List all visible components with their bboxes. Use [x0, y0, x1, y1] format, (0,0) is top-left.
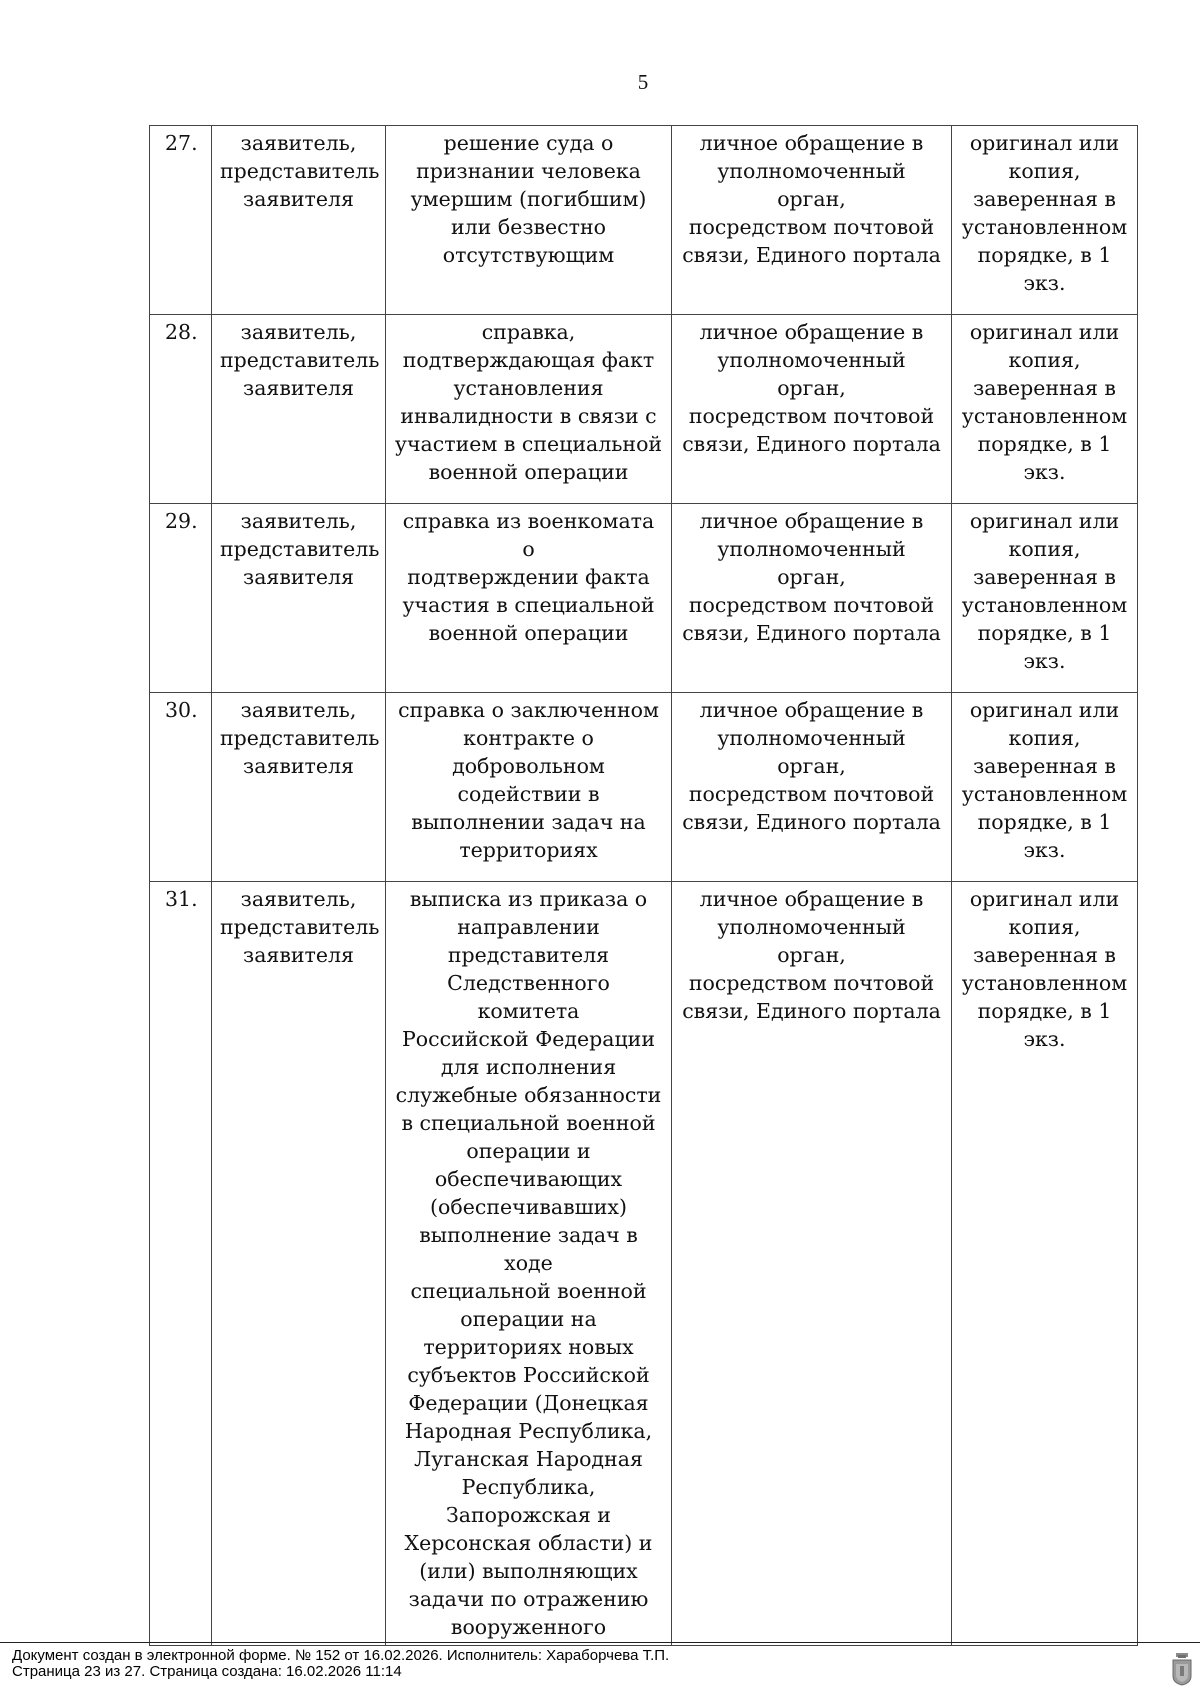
applicant-cell: заявитель, представитель заявителя: [212, 315, 386, 504]
document-form-cell: оригинал или копия, заверенная в установленном порядке, в 1 экз.: [952, 315, 1138, 504]
table-row: [150, 126, 1138, 315]
document-form-cell: оригинал или копия, заверенная в установленном порядке, в 1 экз.: [952, 693, 1138, 882]
document-footer: [12, 1648, 669, 1680]
table-row: [150, 693, 1138, 882]
row-number: 27.: [150, 126, 212, 315]
submission-method-cell: личное обращение в уполномоченный орган, посредством почтовой связи, Единого портала: [672, 504, 952, 693]
applicant-cell: заявитель, представитель заявителя: [212, 882, 386, 1646]
coat-of-arms-icon: [1172, 1652, 1192, 1686]
document-form-cell: оригинал или копия, заверенная в установленном порядке, в 1 экз.: [952, 126, 1138, 315]
applicant-cell: заявитель, представитель заявителя: [212, 126, 386, 315]
document-form-cell: оригинал или копия, заверенная в установленном порядке, в 1 экз.: [952, 882, 1138, 1646]
document-cell: выписка из приказа о направлении представителя Следственного комитета Российской Федерации для исполнения служебные обязанности в специальной военной операции и обеспечивающих (обеспечивавших) выполнение задач в ходе специальной военной операции на территориях новых субъектов Российской Федерации (Донецкая Народная Республика, Луганская Народная Республика, Запорожская и Херсонская области) и (или) выполняющих задачи по отражению вооруженного: [386, 882, 672, 1646]
document-cell: справка из военкомата о подтверждении факта участия в специальной военной операции: [386, 504, 672, 693]
document-cell: справка, подтверждающая факт установления инвалидности в связи с участием в специальной военной операции: [386, 315, 672, 504]
submission-method-cell: личное обращение в уполномоченный орган, посредством почтовой связи, Единого портала: [672, 315, 952, 504]
submission-method-cell: личное обращение в уполномоченный орган, посредством почтовой связи, Единого портала: [672, 882, 952, 1646]
row-number: 31.: [150, 882, 212, 1646]
submission-method-cell: личное обращение в уполномоченный орган, посредством почтовой связи, Единого портала: [672, 693, 952, 882]
applicant-cell: заявитель, представитель заявителя: [212, 693, 386, 882]
document-form-cell: оригинал или копия, заверенная в установленном порядке, в 1 экз.: [952, 504, 1138, 693]
row-number: 30.: [150, 693, 212, 882]
documents-table: [149, 125, 1138, 1646]
row-number: 29.: [150, 504, 212, 693]
table-row: [150, 504, 1138, 693]
table-row: [150, 882, 1138, 1646]
applicant-cell: заявитель, представитель заявителя: [212, 504, 386, 693]
footer-divider: [0, 1642, 1200, 1643]
footer-page-info: Страница 23 из 27. Страница создана: 16.02.2026 11:14: [12, 1663, 402, 1680]
footer-document-info: Документ создан в электронной форме. № 152 от 16.02.2026. Исполнитель: Хараборчева Т.П.: [12, 1647, 670, 1664]
table-row: [150, 315, 1138, 504]
row-number: 28.: [150, 315, 212, 504]
document-cell: решение суда о признании человека умершим (погибшим) или безвестно отсутствующим: [386, 126, 672, 315]
page-number: 5: [637, 70, 649, 94]
document-cell: справка о заключенном контракте о добровольном содействии в выполнении задач на территориях: [386, 693, 672, 882]
submission-method-cell: личное обращение в уполномоченный орган, посредством почтовой связи, Единого портала: [672, 126, 952, 315]
